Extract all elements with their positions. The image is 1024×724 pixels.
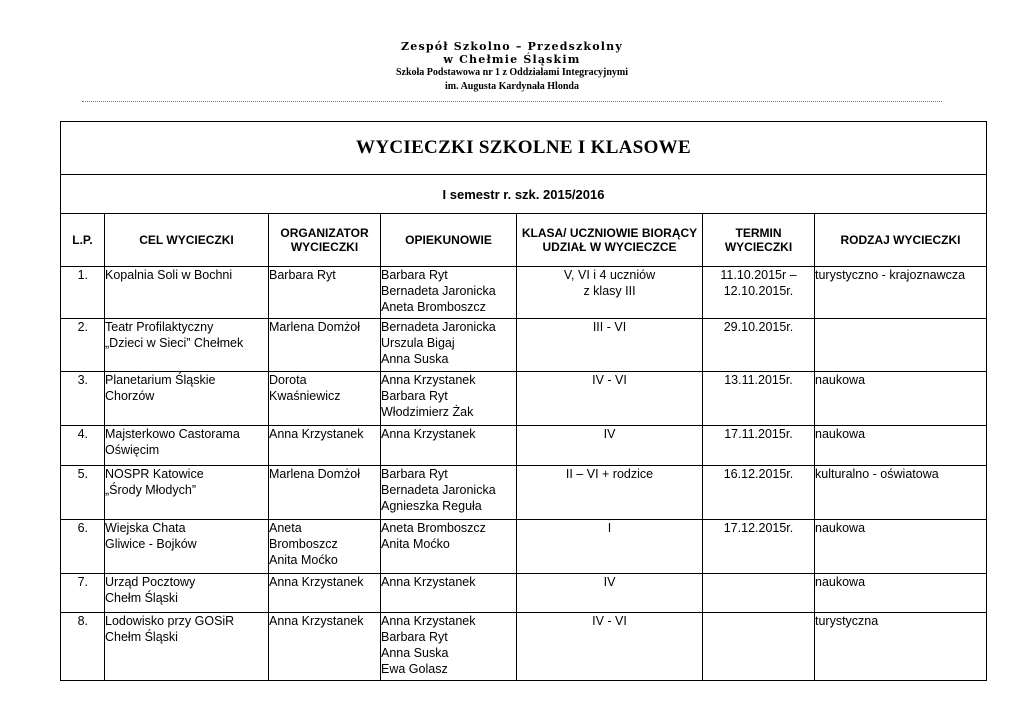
table-title-cell <box>61 122 987 175</box>
cell-opiekunowie: Barbara Ryt Bernadeta Jaronicka Aneta Bromboszcz <box>381 267 517 319</box>
cell-rodzaj: naukowa <box>815 426 987 466</box>
cell-termin: 16.12.2015r. <box>703 466 815 520</box>
cell-opiekunowie: Barbara Ryt Bernadeta Jaronicka Agnieszka Reguła <box>381 466 517 520</box>
cell-klasa: IV <box>517 574 703 613</box>
cell-cel: Kopalnia Soli w Bochni <box>105 267 269 319</box>
cell-termin: 29.10.2015r. <box>703 319 815 372</box>
cell-opiekunowie: Anna Krzystanek <box>381 426 517 466</box>
cell-rodzaj: naukowa <box>815 574 987 613</box>
cell-lp: 5. <box>61 466 105 520</box>
letterhead-school-name: Szkoła Podstawowa nr 1 z Oddziałami Integracyjnymi <box>395 67 629 78</box>
cell-termin: 17.11.2015r. <box>703 426 815 466</box>
letterhead <box>0 40 1024 93</box>
cell-rodzaj: kulturalno - oświatowa <box>815 466 987 520</box>
cell-opiekunowie: Aneta Bromboszcz Anita Moćko <box>381 520 517 574</box>
cell-organizator: Anna Krzystanek <box>269 426 381 466</box>
cell-lp: 1. <box>61 267 105 319</box>
cell-cel: Lodowisko przy GOSiR Chełm Śląski <box>105 613 269 681</box>
cell-klasa: IV <box>517 426 703 466</box>
cell-klasa: IV - VI <box>517 613 703 681</box>
cell-organizator: Aneta Bromboszcz Anita Moćko <box>269 520 381 574</box>
table-row <box>61 319 987 372</box>
cell-cel: Majsterkowo Castorama Oświęcim <box>105 426 269 466</box>
table-row <box>61 520 987 574</box>
trips-table <box>60 121 987 681</box>
cell-organizator: Dorota Kwaśniewicz <box>269 372 381 426</box>
cell-cel: Planetarium Śląskie Chorzów <box>105 372 269 426</box>
cell-termin: 11.10.2015r – 12.10.2015r. <box>703 267 815 319</box>
cell-klasa: IV - VI <box>517 372 703 426</box>
cell-termin <box>703 574 815 613</box>
letterhead-divider <box>82 101 942 102</box>
cell-organizator: Marlena Domżoł <box>269 466 381 520</box>
header-rodzaj: RODZAJ WYCIECZKI <box>815 214 987 267</box>
table-title: WYCIECZKI SZKOLNE I KLASOWE <box>356 137 691 158</box>
cell-organizator: Marlena Domżoł <box>269 319 381 372</box>
table-header-row <box>61 214 987 267</box>
cell-lp: 2. <box>61 319 105 372</box>
cell-rodzaj: naukowa <box>815 372 987 426</box>
header-organizator: ORGANIZATOR WYCIECZKI <box>269 214 381 267</box>
header-cel: CEL WYCIECZKI <box>105 214 269 267</box>
table-row <box>61 466 987 520</box>
table-row <box>61 426 987 466</box>
table-row <box>61 613 987 681</box>
cell-termin: 17.12.2015r. <box>703 520 815 574</box>
cell-rodzaj <box>815 319 987 372</box>
cell-rodzaj: turystyczno - krajoznawcza <box>815 267 987 319</box>
cell-opiekunowie: Anna Krzystanek Barbara Ryt Anna Suska Ewa Golasz <box>381 613 517 681</box>
cell-lp: 4. <box>61 426 105 466</box>
cell-rodzaj: turystyczna <box>815 613 987 681</box>
header-lp: L.P. <box>61 214 105 267</box>
cell-lp: 3. <box>61 372 105 426</box>
cell-cel: NOSPR Katowice „Środy Młodych” <box>105 466 269 520</box>
header-klasa: KLASA/ UCZNIOWIE BIORĄCY UDZIAŁ W WYCIECZCE <box>517 214 703 267</box>
header-opiekunowie: OPIEKUNOWIE <box>381 214 517 267</box>
cell-lp: 6. <box>61 520 105 574</box>
header-termin: TERMIN WYCIECZKI <box>703 214 815 267</box>
cell-lp: 7. <box>61 574 105 613</box>
cell-termin: 13.11.2015r. <box>703 372 815 426</box>
letterhead-school-complex: Zespół Szkolno – Przedszkolny <box>401 40 623 53</box>
cell-opiekunowie: Bernadeta Jaronicka Urszula Bigaj Anna Suska <box>381 319 517 372</box>
cell-organizator: Anna Krzystanek <box>269 574 381 613</box>
letterhead-location: w Chełmie Śląskim <box>443 53 581 66</box>
cell-termin <box>703 613 815 681</box>
cell-organizator: Barbara Ryt <box>269 267 381 319</box>
cell-cel: Wiejska Chata Gliwice - Bojków <box>105 520 269 574</box>
table-row <box>61 267 987 319</box>
cell-cel: Urząd Pocztowy Chełm Śląski <box>105 574 269 613</box>
cell-klasa: III - VI <box>517 319 703 372</box>
cell-klasa: I <box>517 520 703 574</box>
cell-klasa: V, VI i 4 uczniów z klasy III <box>517 267 703 319</box>
cell-opiekunowie: Anna Krzystanek Barbara Ryt Włodzimierz Żak <box>381 372 517 426</box>
cell-lp: 8. <box>61 613 105 681</box>
semester-label: I semestr r. szk. 2015/2016 <box>61 175 987 214</box>
table-row <box>61 372 987 426</box>
cell-rodzaj: naukowa <box>815 520 987 574</box>
table-row <box>61 574 987 613</box>
letterhead-patron: im. Augusta Kardynała Hlonda <box>445 81 579 92</box>
cell-opiekunowie: Anna Krzystanek <box>381 574 517 613</box>
cell-organizator: Anna Krzystanek <box>269 613 381 681</box>
cell-cel: Teatr Profilaktyczny „Dzieci w Sieci” Chełmek <box>105 319 269 372</box>
cell-klasa: II – VI + rodzice <box>517 466 703 520</box>
